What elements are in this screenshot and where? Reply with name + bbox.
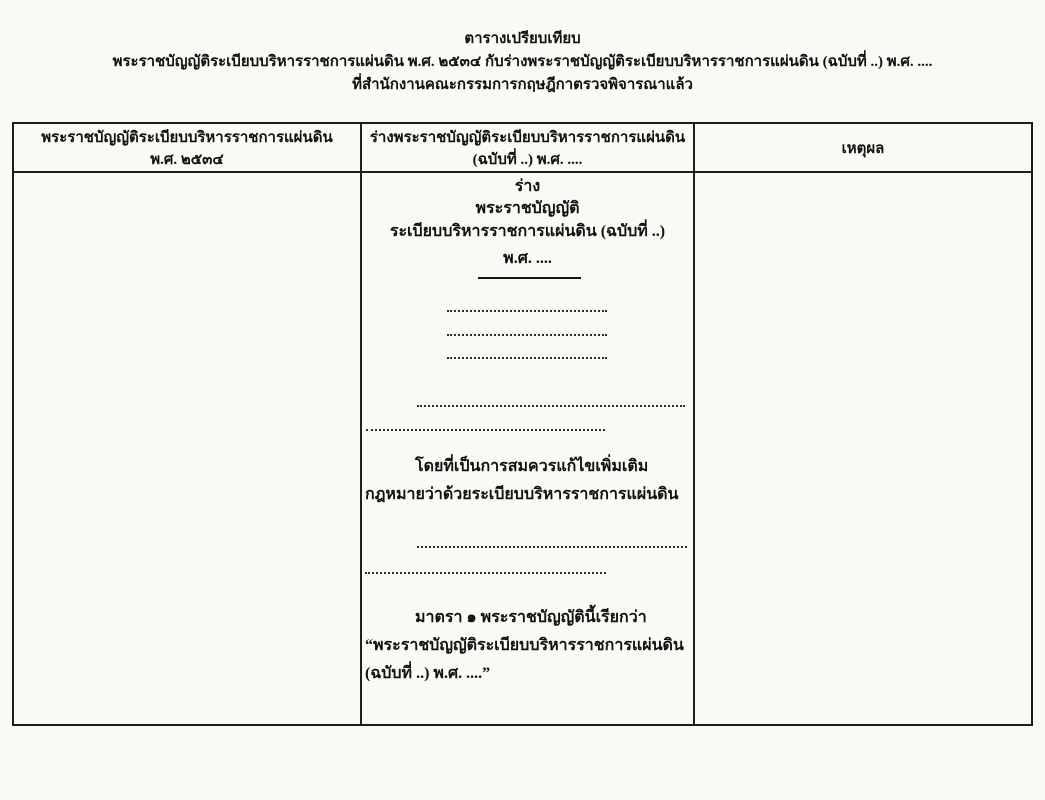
header-reason-label: เหตุผล [841,140,885,157]
draft-heading-line-1: ร่าง [514,178,541,195]
heading-underline-rule [478,277,581,279]
draft-heading-line-4: พ.ศ. .... [503,250,552,267]
header-current-act-line1: พระราชบัญญัติระเบียบบริหารราชการแผ่นดิน [41,129,333,146]
draft-act-column-body [362,173,695,724]
document-title-block [0,28,1045,97]
header-draft-act-line2: (ฉบับที่ ..) พ.ศ. .... [472,151,583,168]
dotted-placeholder-line [447,334,607,336]
preamble-paragraph: โดยที่เป็นการสมควรแก้ไขเพิ่มเติมกฎหมายว่าด้วย​ระเบียบบริหารราชการแผ่นดิน [365,458,679,503]
title-line-3: ที่สำนักงานคณะกรรมการกฤษฎีกาตรวจพิจารณาแล้ว [352,77,693,93]
header-cell-current-act [14,124,362,173]
reason-column-body [695,173,1031,724]
section-1-paragraph: มาตรา ๑ พระราชบัญญัตินี้เรียกว่า “พระราช​บัญญัติระเบียบบริหารราชการแผ่นดิน (ฉบับที่ ..) พ.ศ. ....” [365,609,684,682]
comparison-table [12,122,1033,726]
current-act-column-body [14,173,362,724]
dotted-placeholder-line [447,310,607,312]
dotted-placeholder-line [447,357,607,359]
draft-heading-line-2: พระราชบัญญัติ [475,200,580,217]
header-draft-act-line1: ร่างพระราชบัญญัติระเบียบบริหารราชการแผ่นดิน [369,129,686,146]
dotted-placeholder-line [366,429,605,431]
title-line-2: พระราชบัญญัติระเบียบบริหารราชการแผ่นดิน พ.ศ. ๒๕๓๔ กับร่างพระราชบัญญัติระเบียบบริหารราชการแผ่นดิน (ฉบับที่ ..) พ.ศ. .... [112,54,933,70]
dotted-placeholder-line [365,572,606,574]
header-cell-reason [695,124,1031,173]
dotted-placeholder-line [417,546,687,548]
header-current-act-line2: พ.ศ. ๒๕๓๔ [150,151,224,168]
draft-heading-line-3: ระเบียบบริหารราชการแผ่นดิน (ฉบับที่ ..) [389,223,666,240]
header-cell-draft-act [362,124,695,173]
dotted-placeholder-line [417,405,685,407]
title-line-1: ตารางเปรียบเทียบ [464,31,581,47]
